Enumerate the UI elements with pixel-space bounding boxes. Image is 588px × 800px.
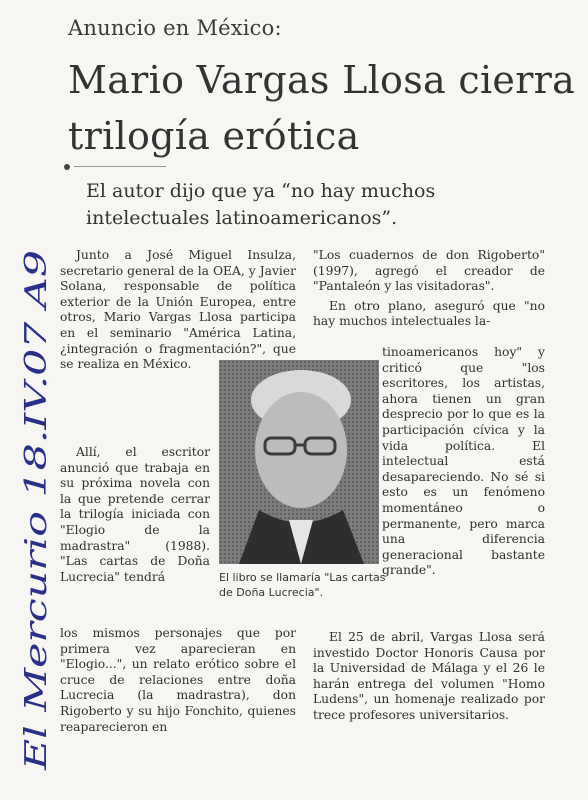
article-title: Mario Vargas Llosa cierra trilogía erótica [68,58,576,158]
handwritten-note-text: El Mercurio 18.IV.07 A9 [19,404,54,770]
article-subtitle: El autor dijo que ya “no hay muchos intelectuales latinoamericanos”. [86,180,436,229]
article-kicker: Anuncio en México: [68,16,282,40]
paragraph: En otro plano, aseguró que "no hay muchos intelectuales la- [313,298,545,329]
paragraph: tinoamericanos hoy" y criticó que "los escritores, los artistas, ahora tienen un gran desprecio por lo que es la participación cívica y la vida política. El intelectual está desapareciendo. No sé si esto es un fenómeno momentáneo o permanente, pero marca una diferencia generacional bastante grande". [382,345,545,578]
right-column-bottom [313,630,545,728]
left-column-top [60,248,296,377]
portrait-image [219,360,379,564]
left-column-bottom [60,626,296,739]
paragraph: El 25 de abril, Vargas Llosa será investido Doctor Honoris Causa por la Universidad de Málaga y el 26 le harán entrega del volumen "Homo Ludens", un homenaje realizado por trece profesores universitarios. [313,630,545,722]
paragraph: "Los cuadernos de don Rigoberto" (1997), agregó el creador de "Pantaleón y las visitadoras". [313,248,545,294]
bullet-icon [64,164,70,170]
paragraph: Junto a José Miguel Insulza, secretario general de la OEA, y Javier Solana, responsable de política exterior de la Unión Europea, entre otros, Mario Vargas Llosa participa en el seminario "América Latina, ¿integración o fragmentación?", que se realiza en México. [60,248,296,372]
paragraph: Allí, el escritor anunció que trabaja en su próxima novela con la que pretende cerrar la trilogía iniciada con "Elogio de la madrastra" (1988). "Las cartas de Doña Lucrecia" tendrá [60,445,210,584]
photo-caption: El libro se llamaría "Las cartas de Doña Lucrecia". [219,571,386,599]
paragraph: los mismos personajes que por primera vez aparecieran en "Elogio...", un relato erótico sobre el cruce de relaciones entre doña Lucrecia (la madrastra), don Rigoberto y su hijo Fonchito, quienes reaparecieron en [60,626,296,734]
author-photo [219,360,379,564]
left-column-narrow [60,445,210,589]
right-column-top [313,248,545,334]
divider [74,166,166,167]
handwritten-note [16,240,56,780]
right-column-narrow [382,345,545,583]
